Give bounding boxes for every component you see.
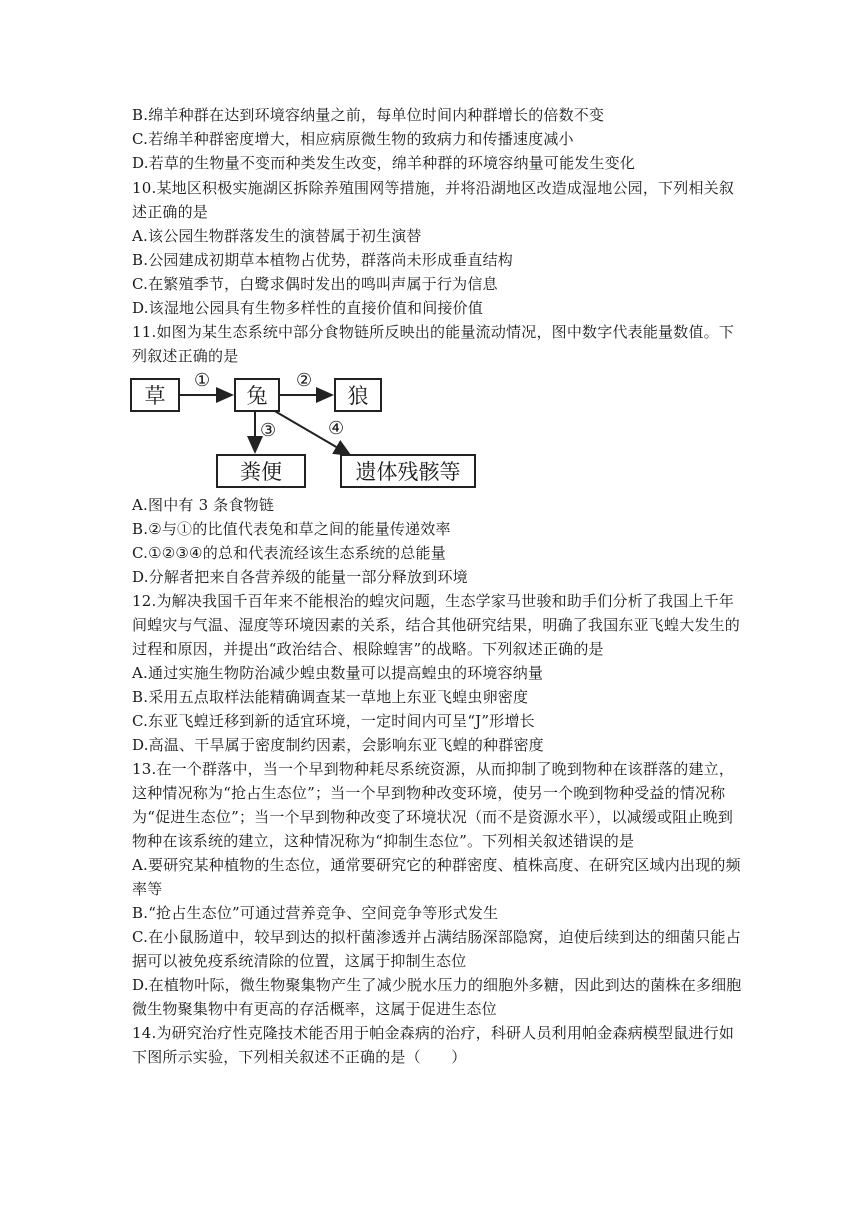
question-10-stem: 述正确的是 xyxy=(132,203,209,221)
rabbit-box: 兔 xyxy=(234,378,280,412)
label-3: ③ xyxy=(260,420,277,441)
option-a: A.通过实施生物防治减少蝗虫数量可以提高蝗虫的环境容纳量 xyxy=(132,664,544,682)
option-d: D.高温、干旱属于密度制约因素，会影响东亚飞蝗的种群密度 xyxy=(132,736,544,754)
option-c: C.①②③④的总和代表流经该生态系统的总能量 xyxy=(132,544,446,562)
option-d: D.该湿地公园具有生物多样性的直接价值和间接价值 xyxy=(132,299,484,317)
question-12-stem: 12.为解决我国千百年来不能根治的蝗灾问题，生态学家马世骏和助手们分析了我国上千年 xyxy=(132,592,735,610)
wolf-box: 狼 xyxy=(334,378,382,412)
feces-box: 粪便 xyxy=(216,454,306,488)
label-2: ② xyxy=(296,370,313,391)
option-d-cont: 微生物聚集物中有更高的存活概率，这属于促进生态位 xyxy=(132,1000,497,1018)
option-b: B.采用五点取样法能精确调查某一草地上东亚飞蝗虫卵密度 xyxy=(132,688,529,706)
question-13-stem: 为“促进生态位”；当一个早到物种改变了环境状况（而不是资源水平），以减缓或阻止晚到 xyxy=(132,808,734,826)
remains-box: 遗体残骸等 xyxy=(340,454,476,488)
option-b: B.②与①的比值代表兔和草之间的能量传递效率 xyxy=(132,520,451,538)
label-4: ④ xyxy=(328,418,345,439)
text-line: B.绵羊种群在达到环境容纳量之前，每单位时间内种群增长的倍数不变 xyxy=(132,106,605,124)
question-11-stem: 列叙述正确的是 xyxy=(132,347,239,365)
energy-flow-diagram xyxy=(128,370,478,492)
label-1: ① xyxy=(194,370,211,391)
option-c-cont: 据可以被免疫系统清除的位置，这属于抑制生态位 xyxy=(132,952,467,970)
option-c: C.在小鼠肠道中，较早到达的拟杆菌渗透并占满结肠深部隐窝，迫使后续到达的细菌只能占 xyxy=(132,928,741,946)
text-line: C.若绵羊种群密度增大，相应病原微生物的致病力和传播速度减小 xyxy=(132,130,574,148)
text-line: D.若草的生物量不变而种类发生改变，绵羊种群的环境容纳量可能发生变化 xyxy=(132,154,636,172)
option-c: C.东亚飞蝗迁移到新的适宜环境，一定时间内可呈“J”形增长 xyxy=(132,712,535,730)
option-a-cont: 率等 xyxy=(132,880,163,898)
question-12-stem: 间蝗灾与气温、湿度等环境因素的关系，结合其他研究结果，明确了我国东亚飞蝗大发生的 xyxy=(132,616,741,634)
question-13-stem: 这种情况称为“抢占生态位”；当一个早到物种改变环境，使另一个晚到物种受益的情况称 xyxy=(132,784,726,802)
option-a: A.该公园生物群落发生的演替属于初生演替 xyxy=(132,227,422,245)
option-a: A.要研究某种植物的生态位，通常要研究它的种群密度、植株高度、在研究区域内出现的频 xyxy=(132,856,741,874)
question-13-stem: 13.在一个群落中，当一个早到物种耗尽系统资源，从而抑制了晚到物种在该群落的建立， xyxy=(132,760,735,778)
question-14-stem: 14.为研究治疗性克隆技术能否用于帕金森病的治疗，科研人员利用帕金森病模型鼠进行如 xyxy=(132,1024,735,1042)
grass-box: 草 xyxy=(130,378,180,412)
question-14-stem: 下图所示实验，下列相关叙述不正确的是（ ） xyxy=(132,1048,467,1066)
option-b: B.“抢占生态位”可通过营养竞争、空间竞争等形式发生 xyxy=(132,904,499,922)
option-d: D.在植物叶际，微生物聚集物产生了减少脱水压力的细胞外多糖，因此到达的菌株在多细胞 xyxy=(132,976,742,994)
option-b: B.公园建成初期草本植物占优势，群落尚未形成垂直结构 xyxy=(132,251,513,269)
option-d: D.分解者把来自各营养级的能量一部分释放到环境 xyxy=(132,568,468,586)
question-11-stem: 11.如图为某生态系统中部分食物链所反映出的能量流动情况，图中数字代表能量数值。下 xyxy=(132,323,735,341)
option-a: A.图中有 3 条食物链 xyxy=(132,496,275,514)
option-c: C.在繁殖季节，白鹭求偶时发出的鸣叫声属于行为信息 xyxy=(132,275,498,293)
question-12-stem: 过程和原因，并提出“政治结合、根除蝗害”的战略。下列叙述正确的是 xyxy=(132,640,604,658)
question-13-stem: 物种在该系统的建立，这种情况称为“抑制生态位”。下列相关叙述错误的是 xyxy=(132,832,635,850)
question-10-stem: 10.某地区积极实施湖区拆除养殖围网等措施，并将沿湖地区改造成湿地公园，下列相关叙 xyxy=(132,179,735,197)
